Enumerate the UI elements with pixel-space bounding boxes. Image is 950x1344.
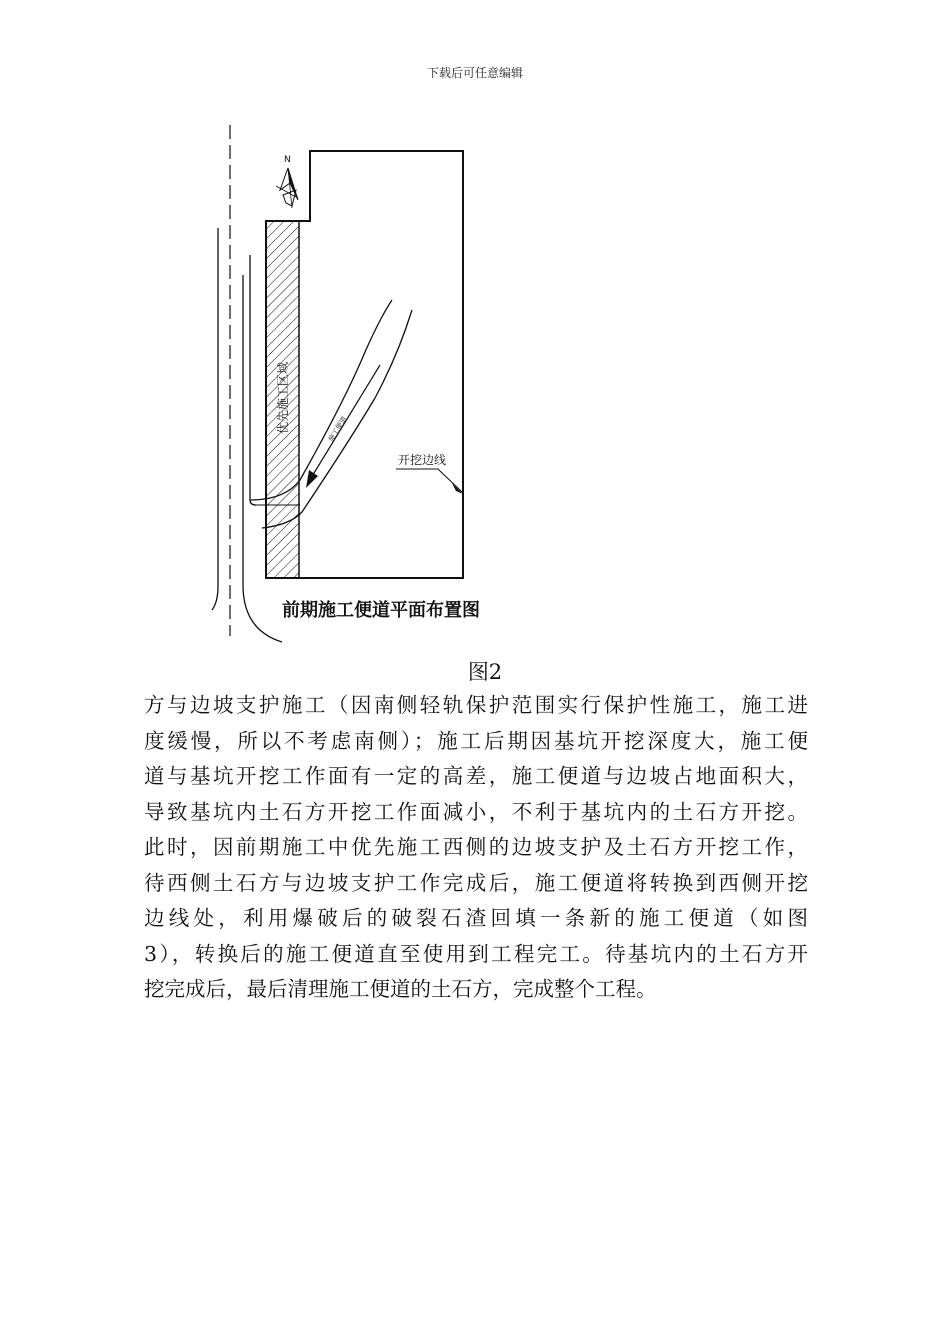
- paragraph-line: 此时，因前期施工中优先施工西侧的边坡支护及土石方开挖工作，: [144, 835, 808, 859]
- page-header: 下载后可任意编辑: [426, 66, 523, 80]
- paragraph-line: 边线处，利用爆破后的破裂石渣回填一条新的施工便道（如图: [144, 906, 808, 930]
- site-layout-diagram: [0, 0, 950, 650]
- body-paragraph: [144, 688, 808, 1008]
- north-arrow-icon: [276, 168, 298, 208]
- paragraph-line: 挖完成后，最后清理施工便道的土石方，完成整个工程。: [144, 977, 657, 1001]
- paragraph-line: 待西侧土石方与边坡支护工作完成后，施工便道将转换到西侧开挖: [144, 870, 808, 895]
- excavation-leader-line: [396, 469, 462, 492]
- paragraph-line: 方与边坡支护施工（因南侧轻轨保护范围实行保护性施工，施工进: [144, 693, 808, 717]
- figure-caption: 图2: [467, 660, 503, 684]
- road-edge-inner-2: [250, 255, 256, 505]
- excavation-leader-arrow: [452, 483, 463, 494]
- priority-zone-label: 优先施工区域: [276, 361, 290, 434]
- arrow-head: [306, 470, 318, 488]
- paragraph-line: 度缓慢，所以不考虑南侧）；施工后期因基坑开挖深度大，施工便: [144, 728, 808, 753]
- paragraph-line: 3），转换后的施工便道直至使用到工程完工。待基坑内的土石方开: [144, 941, 808, 966]
- paragraph-line: 道与基坑开挖工作面有一定的高差，施工便道与边坡占地面积大，: [144, 764, 808, 788]
- excavation-line-label: 开挖边线: [398, 453, 447, 467]
- road-label: 施工便道: [326, 415, 349, 444]
- road-edge-outer: [212, 228, 218, 610]
- paragraph-line: 导致基坑内土石方开挖工作面减小，不利于基坑内的土石方开挖。: [144, 799, 808, 824]
- diagram-title: 前期施工便道平面布置图: [282, 600, 480, 621]
- north-label: N: [284, 155, 291, 165]
